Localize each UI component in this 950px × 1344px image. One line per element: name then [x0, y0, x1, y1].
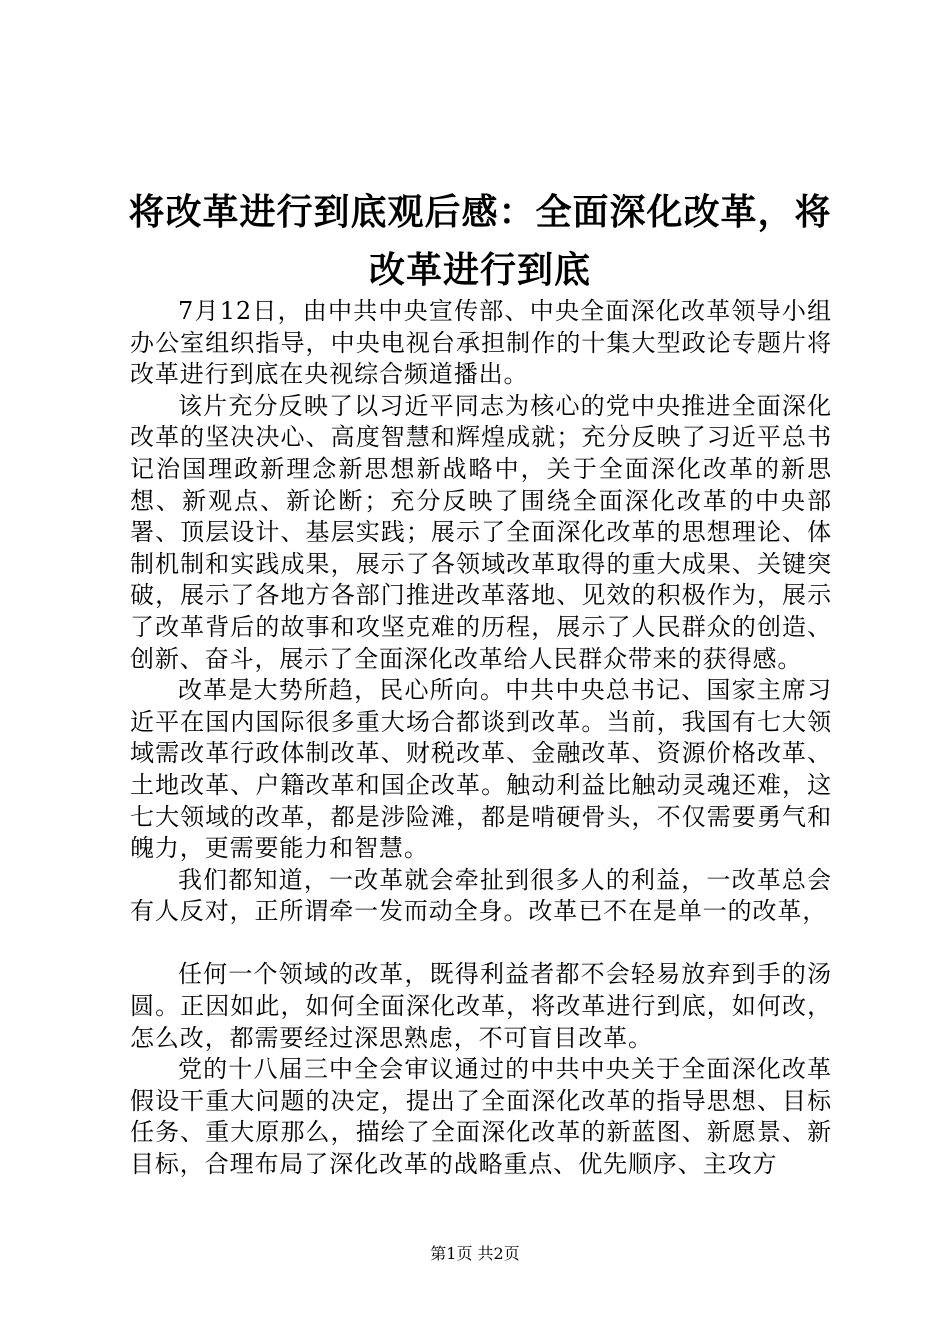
document-title: 将改革进行到底观后感：全面深化改革，将改革进行到底 — [128, 191, 832, 291]
paragraph: 7月12日，由中共中央宣传部、中央全面深化改革领导小组办公室组织指导，中央电视台承担制作的十集大型政论专题片将改革进行到底在央视综合频道播出。 — [130, 297, 832, 389]
document-body — [130, 296, 832, 1181]
paragraph: 任何一个领域的改革，既得利益者都不会轻易放弃到手的汤圆。正因如此，如何全面深化改革，将改革进行到底，如何改，怎么改，都需要经过深思熟虑，不可盲目改革。 — [130, 960, 832, 1052]
paragraph: 党的十八届三中全会审议通过的中共中央关于全面深化改革假设干重大问题的决定，提出了全面深化改革的指导思想、目标任务、重大原那么，描绘了全面深化改革的新蓝图、新愿景、新目标，合理布局了深化改革的战略重点、优先顺序、主攻方 — [130, 1055, 832, 1179]
paragraph: 我们都知道，一改革就会牵扯到很多人的利益，一改革总会有人反对，正所谓牵一发而动全身。改革已不在是单一的改革， — [130, 865, 832, 926]
paragraph: 改革是大势所趋，民心所向。中共中央总书记、国家主席习近平在国内国际很多重大场合都谈到改革。当前，我国有七大领域需改革行政体制改革、财税改革、金融改革、资源价格改革、土地改革、户籍改革和国企改革。触动利益比触动灵魂还难，这七大领域的改革，都是涉险滩，都是啃硬骨头，不仅需要勇气和魄力，更需要能力和智慧。 — [130, 676, 832, 863]
paragraph: 该片充分反映了以习近平同志为核心的党中央推进全面深化改革的坚决决心、高度智慧和辉煌成就；充分反映了习近平总书记治国理政新理念新思想新战略中，关于全面深化改革的新思想、新观点、新论断；充分反映了围绕全面深化改革的中央部署、顶层设计、基层实践；展示了全面深化改革的思想理论、体制机制和实践成果，展示了各领域改革取得的重大成果、关键突破，展示了各地方各部门推进改革落地、见效的积极作为，展示了改革背后的故事和攻坚克难的历程，展示了人民群众的创造、创新、奋斗，展示了全面深化改革给人民群众带来的获得感。 — [130, 391, 832, 673]
page-number-footer: 第1页 共2页 — [430, 1244, 520, 1263]
